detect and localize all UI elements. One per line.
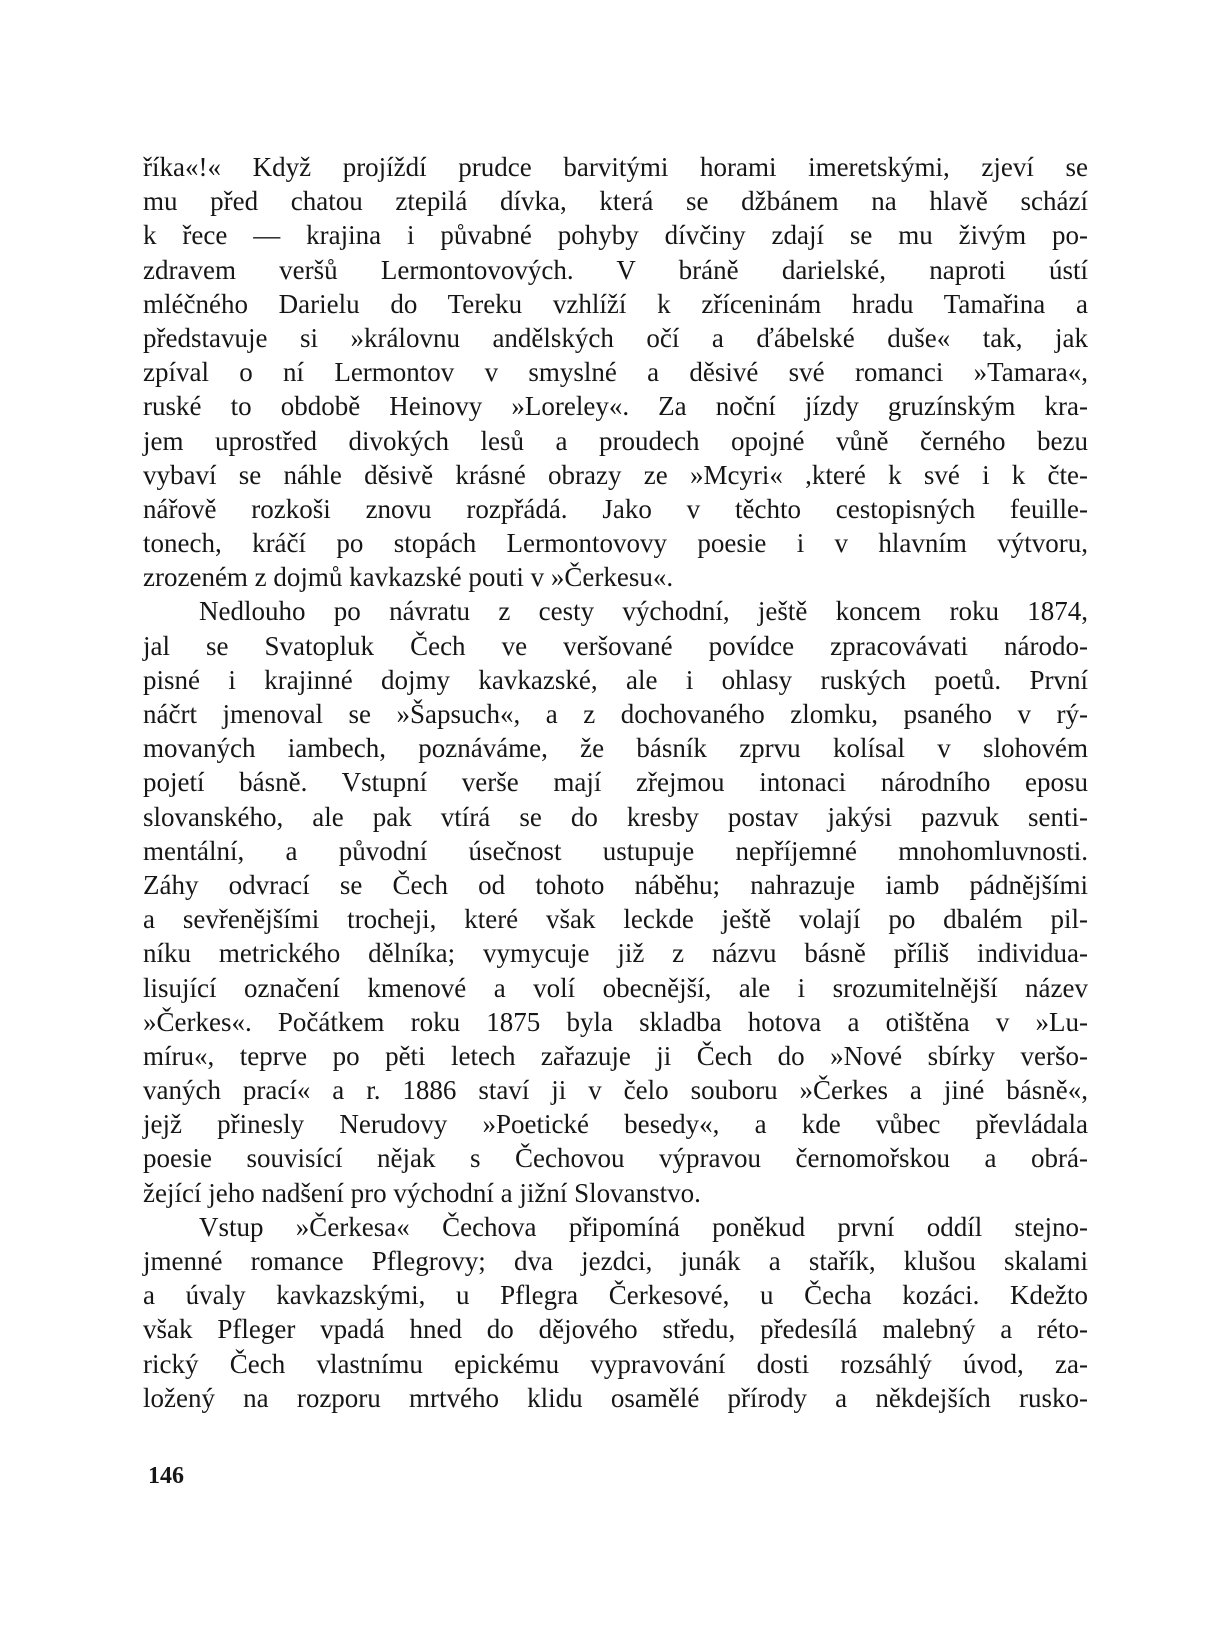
paragraph (143, 150, 1088, 594)
text-line: pojetí básně. Vstupní verše mají zřejmou intonaci národního eposu (143, 767, 1088, 798)
text-line: ruské to obdobě Heinovy »Loreley«. Za noční jízdy gruzínským kra- (143, 391, 1088, 422)
text-line: movaných iambech, poznáváme, že básník zprvu kolísal v slohovém (143, 733, 1088, 764)
text-line: k řece — krajina i půvabné pohyby dívčiny zdají se mu živým po- (143, 220, 1088, 251)
text-line: náčrt jmenoval se »Šapsuch«, a z dochovaného zlomku, psaného v rý- (143, 699, 1088, 729)
text-line: lisující označení kmenové a volí obecnější, ale i srozumitelnější název (143, 972, 1088, 1003)
text-line: vybaví se náhle děsivě krásné obrazy ze »Mcyri« ,které k své i k čte- (143, 459, 1088, 490)
text-line: Vstup »Čerkesa« Čechova připomíná poněkud první oddíl stejno- (199, 1211, 1088, 1242)
text-line: nářově rozkoši znovu rozpřádá. Jako v těchto cestopisných feuille- (143, 493, 1088, 524)
text-line: však Pfleger vpadá hned do dějového středu, předesílá malebný a réto- (143, 1314, 1088, 1345)
text-line: rický Čech vlastnímu epickému vypravování dosti rozsáhlý úvod, za- (143, 1348, 1088, 1379)
text-line: představuje si »královnu andělských očí a ďábelské duše« tak, jak (143, 322, 1088, 353)
text-line: říka«!« Když projíždí prudce barvitými horami imeretskými, zjeví se (143, 152, 1088, 182)
text-line: mu před chatou ztepilá dívka, která se džbánem na hlavě schází (143, 186, 1088, 217)
text-line: »Čerkes«. Počátkem roku 1875 byla skladba hotova a otištěna v »Lu- (143, 1006, 1088, 1037)
text-line: a sevřenějšími trocheji, které však leckde ještě volají po dbalém pil- (143, 904, 1088, 935)
text-line: zdravem veršů Lermontovových. V bráně darielské, naproti ústí (143, 254, 1088, 285)
text-line: žející jeho nadšení pro východní a jižní Slovanstvo. (143, 1177, 701, 1208)
page-text (143, 150, 1088, 1415)
paragraph (143, 594, 1088, 1209)
text-line: jal se Svatopluk Čech ve veršované povídce zpracovávati národo- (143, 630, 1088, 661)
text-line: Nedlouho po návratu z cesty východní, ještě koncem roku 1874, (199, 596, 1088, 627)
text-line: míru«, teprve po pěti letech zařazuje ji Čech do »Nové sbírky veršo- (143, 1040, 1088, 1071)
text-line: zpíval o ní Lermontov v smyslné a děsivé své romanci »Tamara«, (143, 357, 1088, 388)
page-number: 146 (148, 1463, 184, 1489)
text-line: vaných prací« a r. 1886 staví ji v čelo souboru »Čerkes a jiné básně«, (143, 1075, 1088, 1106)
text-line: poesie souvisící nějak s Čechovou výpravou černomořskou a obrá- (143, 1143, 1088, 1174)
text-line: zrozeném z dojmů kavkazské pouti v »Čerkesu«. (143, 562, 674, 593)
text-line: ložený na rozporu mrtvého klidu osamělé přírody a někdejších rusko- (143, 1382, 1088, 1413)
text-line: tonech, kráčí po stopách Lermontovovy poesie i v hlavním výtvoru, (143, 528, 1088, 559)
text-line: pisné i krajinné dojmy kavkazské, ale i ohlasy ruských poetů. První (143, 664, 1088, 695)
text-line: jmenné romance Pflegrovy; dva jezdci, junák a stařík, klušou skalami (143, 1246, 1088, 1276)
text-line: a úvaly kavkazskými, u Pflegra Čerkesové, u Čecha kozáci. Kdežto (143, 1280, 1088, 1311)
text-line: jem uprostřed divokých lesů a proudech opojné vůně černého bezu (143, 425, 1088, 456)
text-line: mléčného Darielu do Tereku vzhlíží k zříceninám hradu Tamařina a (143, 288, 1088, 319)
text-line: slovanského, ale pak vtírá se do kresby postav jakýsi pazvuk senti- (143, 801, 1088, 832)
text-line: Záhy odvrací se Čech od tohoto náběhu; nahrazuje iamb pádnějšími (143, 869, 1088, 900)
paragraph (143, 1210, 1088, 1415)
text-line: níku metrického dělníka; vymycuje již z názvu básně příliš individua- (143, 938, 1088, 969)
text-line: mentální, a původní úsečnost ustupuje nepříjemné mnohomluvnosti. (143, 835, 1088, 866)
text-line: jejž přinesly Nerudovy »Poetické besedy«, a kde vůbec převládala (143, 1109, 1088, 1140)
